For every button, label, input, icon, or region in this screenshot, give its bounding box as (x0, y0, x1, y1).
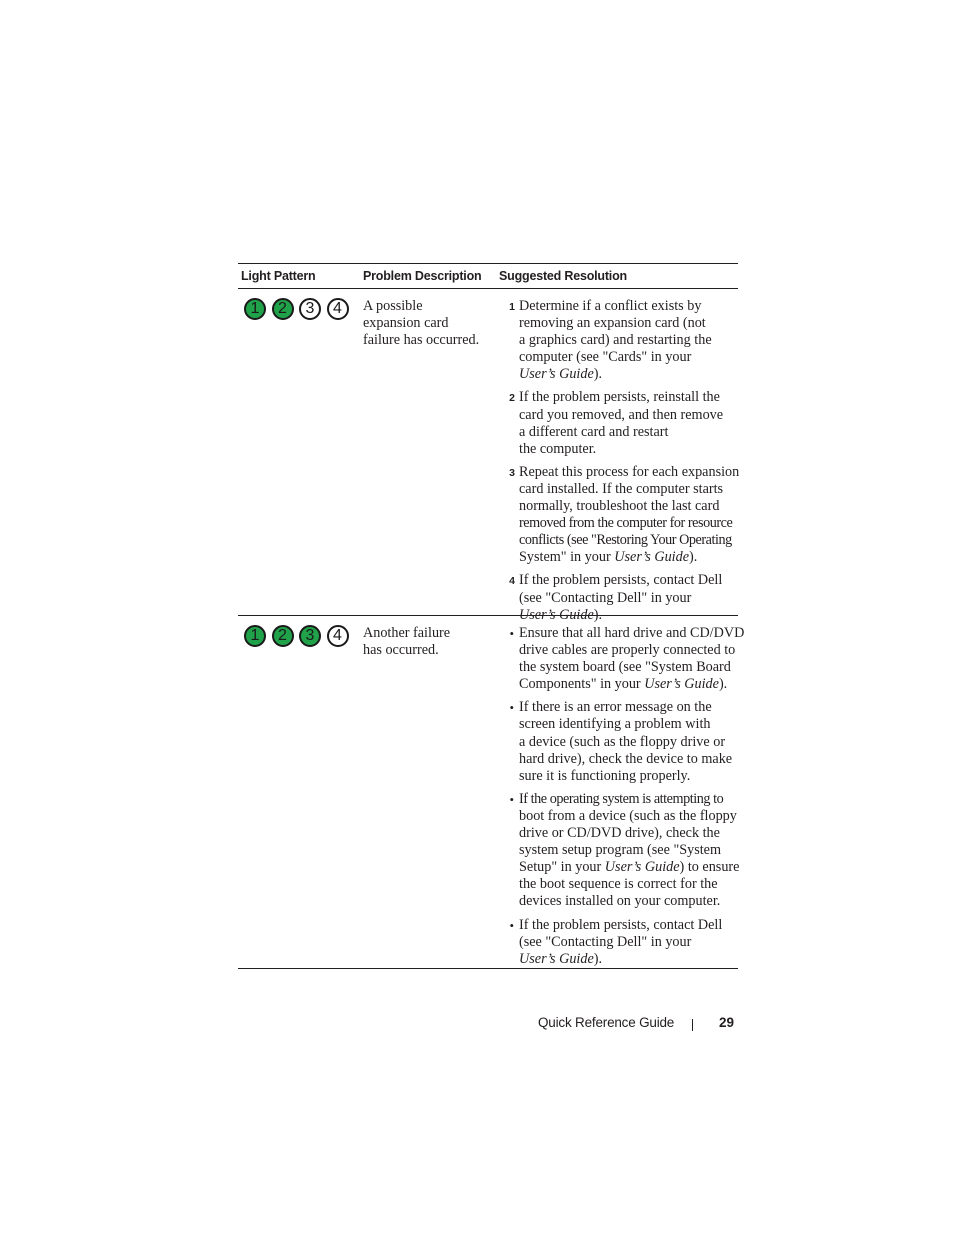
guide-reference: User’s Guide (644, 676, 719, 693)
text-segment: the system board (see "System Board (519, 659, 731, 676)
table-row (238, 289, 740, 623)
text-segment: If the operating system is attempting to (519, 790, 724, 807)
diagnostic-light-4-icon: 4 (327, 625, 349, 647)
text-segment: drive or CD/DVD drive), check the (519, 825, 720, 842)
text-segment: Ensure that all hard drive and CD/DVD (519, 625, 745, 641)
text-segment: boot from a device (such as the floppy (519, 807, 737, 824)
text-segment: If the problem persists, contact Dell (519, 916, 723, 933)
text-segment: (see "Contacting Dell" in your (519, 589, 692, 606)
resolution-line (519, 389, 723, 406)
resolution-line (519, 768, 732, 785)
footer-separator (692, 1019, 693, 1031)
resolution-list (499, 616, 745, 968)
resolution-line (519, 590, 722, 607)
text-segment: ). (689, 549, 698, 566)
text-segment: drive cables are properly connected to (519, 642, 736, 659)
text-segment: card you removed, and then remove (519, 406, 724, 423)
resolution-item (499, 699, 738, 784)
resolution-item (499, 298, 738, 383)
text-segment: hard drive), check the device to make (519, 750, 733, 767)
text-segment: If the problem persists, contact Dell (519, 572, 723, 589)
guide-reference: User’s Guide (604, 859, 680, 876)
problem-description (363, 616, 499, 659)
table-row (238, 616, 745, 968)
diagnostic-light-2-icon: 2 (272, 298, 294, 320)
resolution-line (519, 699, 732, 716)
header-problem-description: Problem Description (363, 269, 482, 283)
resolution-line (519, 625, 744, 642)
bullet-icon: • (509, 917, 514, 933)
guide-reference: User’s Guide (519, 606, 594, 623)
resolution-text (519, 917, 722, 968)
resolution-line (519, 842, 739, 859)
resolution-text (519, 699, 732, 784)
page-footer (0, 1015, 954, 1035)
resolution-line (519, 349, 712, 366)
resolution-item (499, 389, 738, 457)
text-segment: screen identifying a problem with (519, 716, 711, 733)
guide-reference: User’s Guide (519, 950, 594, 967)
footer-title: Quick Reference Guide (538, 1015, 675, 1030)
resolution-line (519, 332, 712, 349)
text-segment: a different card and restart (519, 423, 669, 440)
guide-reference: User’s Guide (519, 366, 594, 383)
diagnostic-light-1-icon: 1 (244, 625, 266, 647)
resolution-line (519, 808, 739, 825)
resolution-line (519, 642, 744, 659)
step-number: 4 (509, 575, 515, 588)
resolution-line (519, 917, 722, 934)
description-line: failure has occurred. (363, 332, 480, 348)
resolution-line (519, 859, 739, 876)
bullet-icon: • (509, 700, 514, 716)
resolution-line (519, 716, 732, 733)
step-number: 2 (509, 392, 515, 405)
text-segment: removed from the computer for resource (519, 515, 733, 532)
text-segment: Determine if a conflict exists by (519, 298, 702, 314)
text-segment: ). (593, 606, 603, 623)
resolution-text (519, 298, 712, 383)
resolution-line (519, 893, 739, 910)
diagnostic-light-4-icon: 4 (327, 298, 349, 320)
resolution-line (519, 366, 712, 383)
text-segment: Repeat this process for each expansion (519, 463, 740, 480)
resolution-line (519, 315, 712, 332)
diagnostic-lights-table (238, 263, 745, 969)
text-segment: Components" in your (519, 676, 645, 693)
resolution-text (519, 625, 744, 693)
resolution-item (499, 791, 738, 911)
resolution-line (519, 791, 739, 808)
light-pattern (241, 616, 363, 647)
text-segment: the computer. (519, 440, 597, 457)
table-bottom-rule (238, 968, 738, 969)
text-segment: If the problem persists, reinstall the (519, 389, 720, 406)
resolution-line (519, 498, 739, 515)
resolution-list (499, 289, 738, 624)
header-light-pattern: Light Pattern (241, 269, 316, 283)
resolution-line (519, 876, 739, 893)
text-segment: ). (593, 366, 603, 383)
description-line: has occurred. (363, 642, 439, 658)
diagnostic-light-3-icon: 3 (299, 298, 321, 320)
light-pattern (241, 289, 363, 320)
text-segment: ) to ensure (679, 859, 740, 876)
description-line: Another failure (363, 625, 451, 641)
text-segment: ). (718, 676, 728, 693)
resolution-item (499, 917, 738, 968)
resolution-text (519, 464, 739, 567)
text-segment: ). (593, 950, 603, 967)
resolution-line (519, 441, 723, 458)
resolution-line (519, 934, 722, 951)
step-number: 1 (509, 301, 515, 313)
resolution-line (519, 407, 723, 424)
resolution-line (519, 676, 744, 693)
step-number: 3 (509, 466, 515, 479)
resolution-line (519, 951, 722, 968)
text-segment: System" in your (519, 549, 615, 566)
text-segment: system setup program (see "System (519, 842, 722, 859)
diagnostic-light-3-icon: 3 (299, 625, 321, 647)
text-segment: devices installed on your computer. (519, 893, 721, 910)
header-suggested-resolution: Suggested Resolution (499, 269, 627, 283)
page-number: 29 (719, 1015, 735, 1030)
resolution-line (519, 659, 744, 676)
text-segment: Setup" in your (519, 859, 605, 876)
resolution-line (519, 825, 739, 842)
text-segment: a device (such as the floppy drive or (519, 733, 726, 750)
resolution-line (519, 549, 739, 566)
text-segment: the boot sequence is correct for the (519, 876, 718, 893)
text-segment: (see "Contacting Dell" in your (519, 933, 692, 950)
description-line: expansion card (363, 315, 449, 331)
problem-description (363, 289, 499, 349)
resolution-item (499, 625, 745, 693)
text-segment: sure it is functioning properly. (519, 767, 691, 784)
resolution-line (519, 515, 739, 532)
bullet-icon: • (509, 791, 514, 807)
resolution-line (519, 751, 732, 768)
resolution-text (519, 389, 723, 457)
text-segment: computer (see "Cards" in your (519, 349, 692, 366)
resolution-line (519, 572, 722, 589)
text-segment: removing an expansion card (not (519, 315, 706, 332)
resolution-item (499, 464, 738, 567)
resolution-line (519, 298, 712, 315)
text-segment: card installed. If the computer starts (519, 480, 724, 497)
resolution-line (519, 532, 739, 549)
diagnostic-light-1-icon: 1 (244, 298, 266, 320)
text-segment: If there is an error message on the (519, 699, 712, 716)
resolution-line (519, 464, 739, 481)
text-segment: normally, troubleshoot the last card (519, 498, 720, 515)
text-segment: conflicts (see "Restoring Your Operating (519, 532, 732, 549)
text-segment: a graphics card) and restarting the (519, 332, 712, 349)
resolution-line (519, 424, 723, 441)
guide-reference: User’s Guide (614, 549, 690, 566)
diagnostic-light-2-icon: 2 (272, 625, 294, 647)
description-line: A possible (363, 298, 423, 314)
table-header-row (238, 264, 738, 288)
resolution-text (519, 791, 739, 911)
resolution-line (519, 481, 739, 498)
resolution-line (519, 734, 732, 751)
bullet-icon: • (509, 626, 514, 641)
